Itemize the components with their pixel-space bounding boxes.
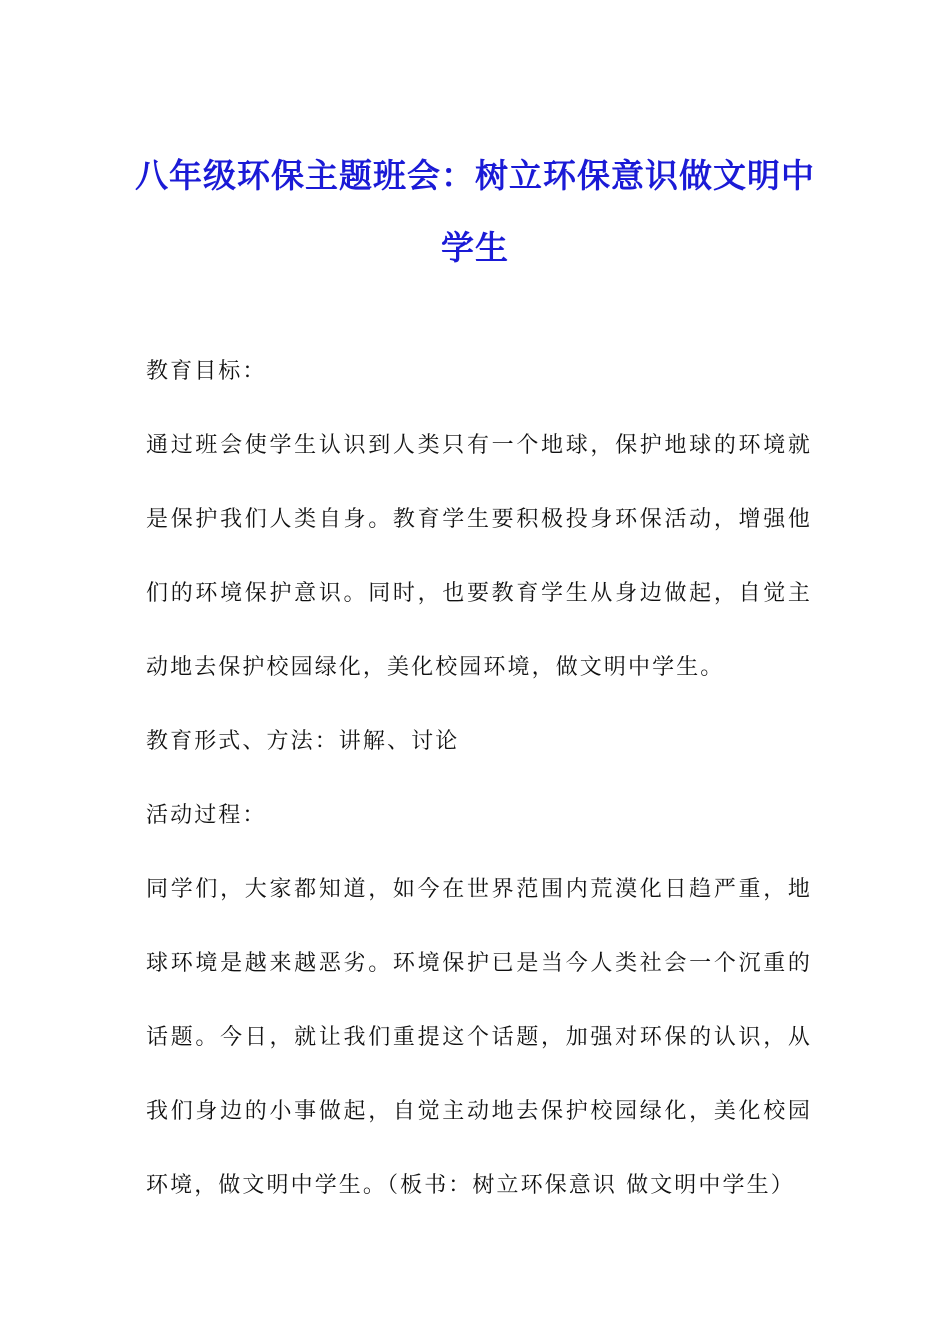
paragraph-goals-content: 通过班会使学生认识到人类只有一个地球，保护地球的环境就是保护我们人类自身。教育学生要积极投身环保活动，增强他们的环境保护意识。同时，也要教育学生从身边做起，自觉主动地去保护校园绿化，美化校园环境，做文明中学生。 <box>146 433 812 680</box>
section-heading-process: 活动过程： <box>146 803 267 828</box>
document-body <box>146 335 812 1223</box>
paragraph-methods: 教育形式、方法：讲解、讨论 <box>146 729 460 754</box>
paragraph-process-content: 同学们，大家都知道，如今在世界范围内荒漠化日趋严重，地球环境是越来越恶劣。环境保护已是当今人类社会一个沉重的话题。今日，就让我们重提这个话题，加强对环保的认识，从我们身边的小事做起，自觉主动地去保护校园绿化，美化校园环境，做文明中学生。（板书：树立环保意识 做文明中学生） <box>146 877 812 1198</box>
section-heading-goals: 教育目标： <box>146 359 267 384</box>
document-title: 八年级环保主题班会：树立环保意识做文明中学生 <box>135 156 815 268</box>
